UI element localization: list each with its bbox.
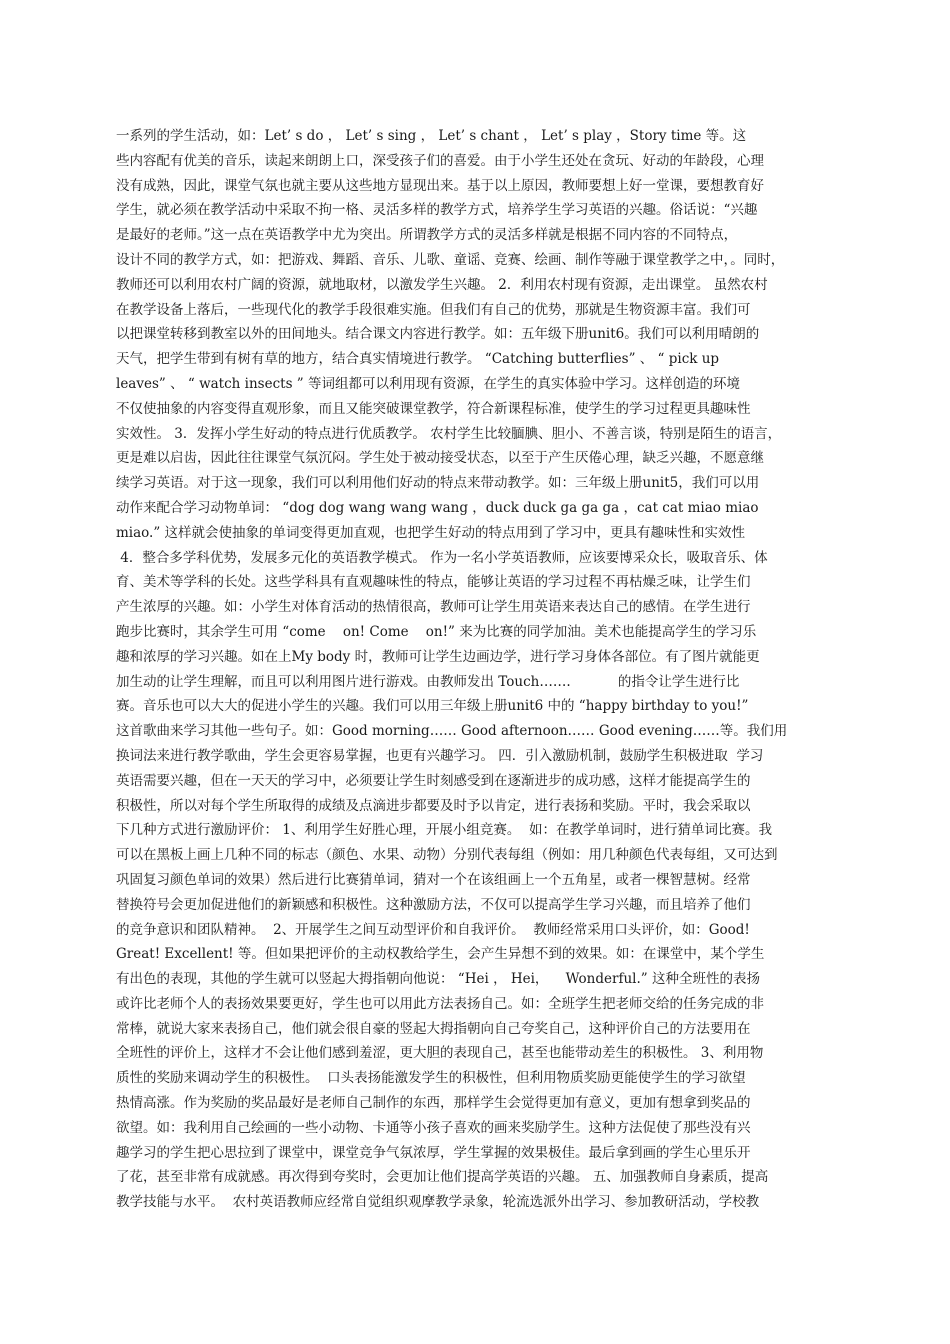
text-line: 4．整合多学科优势，发展多元化的英语教学模式。 作为一名小学英语教师，应该要博采众长，吸取音乐、体 <box>116 549 768 566</box>
text-line: 育、美术等学科的长处。这些学科具有直观趣味性的特点，能够让英语的学习过程不再枯燥乏味，让学生们 <box>116 574 751 591</box>
text-line: 英语需要兴趣，但在一天天的学习中，必须要让学生时刻感受到在逐渐进步的成功感，这样才能提高学生的 <box>116 772 751 789</box>
text-line: 以把课堂转移到教室以外的田间地头。结合课文内容进行教学。如：五年级下册unit6。我们可以利用晴朗的 <box>116 326 760 343</box>
text-line: 产生浓厚的兴趣。如：小学生对体育活动的热情很高，教师可让学生用英语来表达自己的感情。在学生进行 <box>116 599 751 616</box>
text-line: 一系列的学生活动，如：Let’ s do ， Let’ s sing ， Let’ s chant ， Let’ s play ，Story time 等。这 <box>116 128 747 144</box>
text-line: 的竞争意识和团队精神。 2、开展学生之间互动型评价和自我评价。 教师经常采用口头评价，如：Good! <box>116 921 750 938</box>
text-line: 替换符号会更加促进他们的新颖感和积极性。这种激励方法，不仅可以提高学生学习兴趣，而且培养了他们 <box>116 896 751 913</box>
text-line: 换词法来进行教学歌曲，学生会更容易掌握，也更有兴趣学习。 四．引入激励机制，鼓励学生积极进取 学习 <box>116 747 764 764</box>
text-line: 更是难以启齿，因此往往课堂气氛沉闷。学生处于被动接受状态，以至于产生厌倦心理，缺乏兴趣，不愿意继 <box>116 450 764 467</box>
text-line: 学生，就必须在教学活动中采取不拘一格、灵活多样的教学方式，培养学生学习英语的兴趣。俗话说：“兴趣 <box>116 202 758 219</box>
text-line: 趣学习的学生把心思拉到了课堂中，课堂竞争气氛浓厚，学生掌握的效果极佳。最后拿到画的学生心里乐开 <box>116 1144 751 1161</box>
text-line: 这首歌曲来学习其他一些句子。如：Good morning…… Good afternoon…… Good evening……等。我们用 <box>116 723 788 740</box>
text-line: 巩固复习颜色单词的效果）然后进行比赛猜单词，猜对一个在该组画上一个五角星，或者一棵智慧树。经常 <box>116 871 751 888</box>
text-line: 不仅使抽象的内容变得直观形象，而且又能突破课堂教学，符合新课程标准，使学生的学习过程更具趣味性 <box>116 400 751 417</box>
text-line: 教师还可以利用农村广阔的资源，就地取材，以激发学生兴趣。 2．利用农村现有资源，走出课堂。 虽然农村 <box>116 276 768 293</box>
text-line: 在教学设备上落后，一些现代化的教学手段很难实施。但我们有自己的优势，那就是生物资源丰富。我们可 <box>116 301 751 318</box>
text-line: 设计不同的教学方式，如：把游戏、舞蹈、音乐、儿歌、童谣、竞赛、绘画、制作等融于课堂教学之中，。同时， <box>116 251 785 268</box>
text-line: Great! Excellent! 等。但如果把评价的主动权教给学生，会产生异想不到的效果。如：在课堂中，某个学生 <box>116 946 765 963</box>
text-line: 或许比老师个人的表扬效果要更好，学生也可以用此方法表扬自己。如：全班学生把老师交给的任务完成的非 <box>116 995 764 1012</box>
text-line: 了花，甚至非常有成就感。再次得到夸奖时，会更加让他们提高学英语的兴趣。 五、加强教师自身素质，提高 <box>116 1169 769 1186</box>
text-line: 天气，把学生带到有树有草的地方，结合真实情境进行教学。 “Catching butterflies” 、 “ pick up <box>116 351 720 368</box>
text-line: miao.” 这样就会使抽象的单词变得更加直观，也把学生好动的特点用到了学习中，更具有趣味性和实效性 <box>116 524 746 541</box>
text-line: 动作来配合学习动物单词： “dog dog wang wang wang ，duck duck ga ga ga ，cat cat miao miao <box>116 499 759 516</box>
text-line: leaves” 、 “ watch insects ” 等词组都可以利用现有资源，在学生的真实体验中学习。这样创造的环境 <box>116 375 740 392</box>
text-line: 些内容配有优美的音乐，读起来朗朗上口，深受孩子们的喜爱。由于小学生还处在贪玩、好动的年龄段，心理 <box>116 152 764 169</box>
text-line: 质性的奖励来调动学生的积极性。 口头表扬能激发学生的积极性，但利用物质奖励更能使学生的学习欲望 <box>116 1070 746 1087</box>
text-line: 常棒，就说大家来表扬自己，他们就会很自豪的竖起大拇指朝向自己夸奖自己，这种评价自己的方法要用在 <box>116 1020 751 1037</box>
text-line: 实效性。 3．发挥小学生好动的特点进行优质教学。 农村学生比较腼腆、胆小、不善言谈，特别是陌生的语言， <box>116 425 782 442</box>
text-line: 续学习英语。对于这一现象，我们可以利用他们好动的特点来带动教学。如：三年级上册unit5，我们可以用 <box>116 475 760 492</box>
text-line: 下几种方式进行激励评价： 1、利用学生好胜心理，开展小组竞赛。 如：在教学单词时，进行猜单词比赛。我 <box>116 822 772 839</box>
text-line: 赛。音乐也可以大大的促进小学生的兴趣。我们可以用三年级上册unit6 中的 “happy birthday to you!” <box>116 698 749 715</box>
text-line: 没有成熟，因此，课堂气氛也就主要从这些地方显现出来。基于以上原因，教师要想上好一堂课，要想教育好 <box>116 177 764 194</box>
text-line: 积极性，所以对每个学生所取得的成绩及点滴进步都要及时予以肯定，进行表扬和奖励。平时，我会采取以 <box>116 797 751 814</box>
text-line: 是最好的老师。”这一点在英语教学中尤为突出。所谓教学方式的灵活多样就是根据不同内容的不同特点， <box>116 227 738 244</box>
text-line: 全班性的评价上，这样才不会让他们感到羞涩，更大胆的表现自己，甚至也能带动差生的积极性。 3、利用物 <box>116 1045 764 1062</box>
text-line: 热情高涨。作为奖励的奖品最好是老师自己制作的东西，那样学生会觉得更加有意义，更加有想拿到奖品的 <box>116 1095 751 1112</box>
text-line: 教学技能与水平。 农村英语教师应经常自觉组织观摩教学录象，轮流选派外出学习、参加教研活动，学校教 <box>116 1194 760 1211</box>
text-line: 跑步比赛时，其余学生可用 “come on! Come on!” 来为比赛的同学加油。美术也能提高学生的学习乐 <box>116 623 757 640</box>
text-line: 加生动的让学生理解，而且可以利用图片进行游戏。由教师发出 Touch……. 的指令让学生进行比 <box>116 673 740 690</box>
document-body <box>116 124 810 1215</box>
text-line: 欲望。如：我利用自己绘画的一些小动物、卡通等小孩子喜欢的画来奖励学生。这种方法促使了那些没有兴 <box>116 1119 751 1136</box>
text-line: 趣和浓厚的学习兴趣。如在上My body 时，教师可让学生边画边学，进行学习身体各部位。有了图片就能更 <box>116 648 760 665</box>
text-line: 有出色的表现，其他的学生就可以竖起大拇指朝向他说： “Hei ， Hei， Wonderful.” 这种全班性的表扬 <box>116 971 760 988</box>
text-line: 可以在黑板上画上几种不同的标志（颜色、水果、动物）分别代表每组（例如：用几种颜色代表每组，又可达到 <box>116 847 778 864</box>
